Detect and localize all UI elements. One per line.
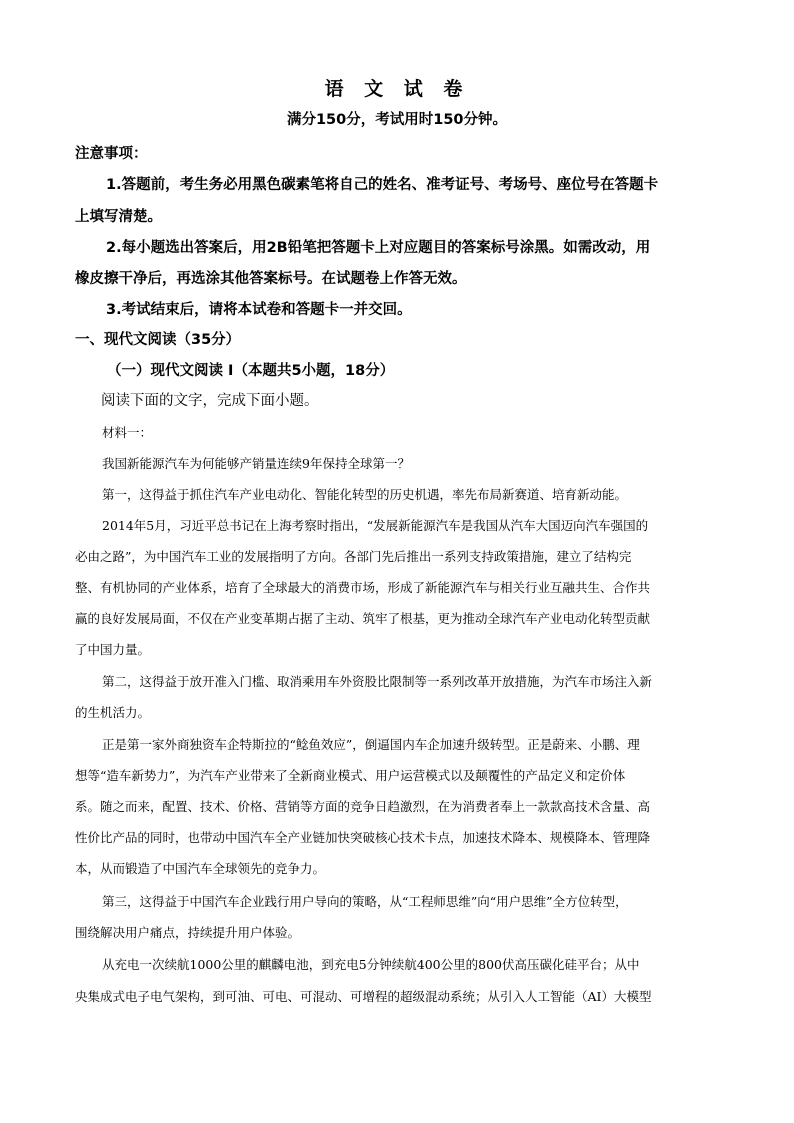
notice-item-2-line-1: 2.每小题选出答案后，用2B铅笔把答题卡上对应题目的答案标号涂黑。如需改动，用 bbox=[106, 240, 651, 256]
exam-subtitle: 满分150分，考试用时150分钟。 bbox=[286, 112, 508, 128]
paragraph-line: 围绕解决用户痛点，持续提升用户体验。 bbox=[75, 925, 301, 940]
subsection-heading: （一）现代文阅读 I（本题共5小题，18分） bbox=[107, 363, 395, 379]
question-line: 我国新能源汽车为何能够产销量连续9年保持全球第一？ bbox=[102, 456, 410, 471]
section-heading: 一、现代文阅读（35分） bbox=[75, 332, 241, 348]
notice-heading: 注意事项： bbox=[75, 146, 148, 162]
reading-instruction: 阅读下面的文字，完成下面小题。 bbox=[101, 393, 319, 409]
paragraph-line: 整、有机协同的产业体系，培育了全球最大的消费市场，形成了新能源汽车与相关行业互融共生、合作共 bbox=[75, 580, 651, 595]
notice-item-2-line-2: 橡皮擦干净后，再选涂其他答案标号。在试题卷上作答无效。 bbox=[75, 271, 467, 287]
paragraph-line: 想等“造车新势力”，为汽车产业带来了全新商业模式、用户运营模式以及颠覆性的产品定义和定价体 bbox=[75, 768, 626, 783]
paragraph-line: 的生机活力。 bbox=[75, 705, 151, 720]
paragraph-line: 央集成式电子电气架构，到可油、可电、可混动、可增程的超级混动系统；从引入人工智能（AI）大模型 bbox=[75, 989, 652, 1004]
paragraph-line: 系。随之而来，配置、技术、价格、营销等方面的竞争日趋激烈，在为消费者奉上一款款高技术含量、高 bbox=[75, 799, 651, 814]
paragraph-line: 从充电一次续航1000公里的麒麟电池，到充电5分钟续航400公里的800伏高压碳化硅平台；从中 bbox=[102, 957, 640, 972]
paragraph-line: 第一，这得益于抓住汽车产业电动化、智能化转型的历史机遇，率先布局新赛道、培育新动能。 bbox=[102, 487, 628, 502]
paragraph-line: 正是第一家外商独资车企特斯拉的“鲶鱼效应”，倒逼国内车企加速升级转型。正是蔚来、小鹏、理 bbox=[102, 737, 640, 752]
paragraph-line: 了中国力量。 bbox=[75, 642, 151, 657]
paragraph-line: 必由之路”，为中国汽车工业的发展指明了方向。各部门先后推出一系列支持政策措施，建立了结构完 bbox=[75, 549, 632, 564]
notice-item-3: 3.考试结束后，请将本试卷和答题卡一并交回。 bbox=[106, 302, 412, 318]
paragraph-line: 第二，这得益于放开准入门槛、取消乘用车外资股比限制等一系列改革开放措施，为汽车市场注入新 bbox=[102, 674, 653, 689]
notice-item-1-line-1: 1.答题前，考生务必用黑色碳素笔将自己的姓名、准考证号、考场号、座位号在答题卡 bbox=[106, 177, 659, 193]
paragraph-line: 赢的良好发展局面，不仅在产业变革期占据了主动、筑牢了根基，更为推动全球汽车产业电动化转型贡献 bbox=[75, 611, 651, 626]
paragraph-line: 2014年5月，习近平总书记在上海考察时指出，“发展新能源汽车是我国从汽车大国迈向汽车强国的 bbox=[102, 518, 649, 533]
exam-title: 语 文 试 卷 bbox=[324, 78, 470, 100]
paragraph-line: 性价比产品的同时，也带动中国汽车全产业链加快突破核心技术卡点，加速技术降本、规模降本、管理降 bbox=[75, 830, 651, 845]
material-label: 材料一： bbox=[102, 425, 153, 440]
paragraph-line: 第三，这得益于中国汽车企业践行用户导向的策略，从“工程师思维”向“用户思维”全方位转型， bbox=[102, 894, 628, 909]
notice-item-1-line-2: 上填写清楚。 bbox=[75, 209, 162, 225]
paragraph-line: 本，从而锻造了中国汽车全球领先的竞争力。 bbox=[75, 861, 326, 876]
